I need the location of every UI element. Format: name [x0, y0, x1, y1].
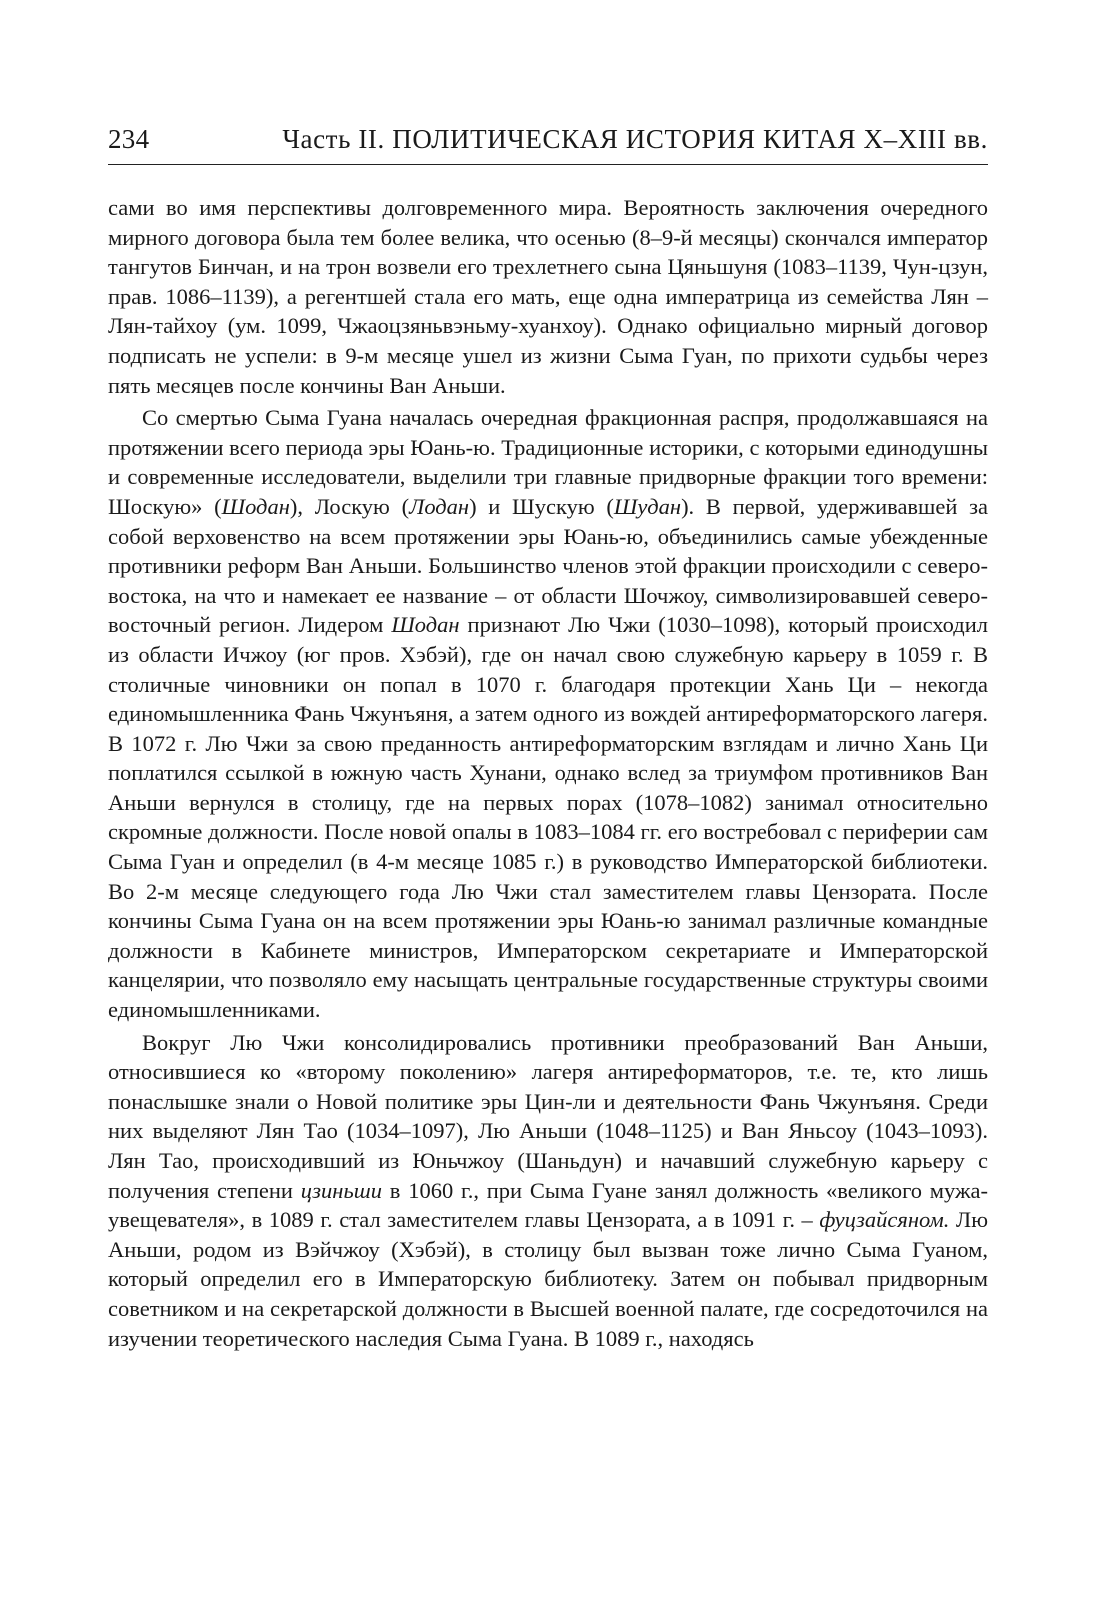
italic-term: Лодан — [409, 493, 470, 519]
paragraph — [108, 1028, 988, 1354]
text-run: Вокруг Лю Чжи консолидировались противники преобразований Ван Аньши, относившиеся ко «второму поколению» лагеря антиреформаторов, т.е. те, кто лишь понаслышке знали о Новой политике эры Цин-ли и деятельности Фань Чжунъяня. Среди них выделяют Лян Тао (1034–1097), Лю Аньши (1048–1125) и Ван Яньсоу (1043–1093). Лян Тао, происходивший из Юньчжоу (Шаньдун) и начавший служебную карьеру с получения степени — [108, 1029, 988, 1203]
italic-term: Шодан — [221, 493, 290, 519]
paragraph-continued — [108, 193, 988, 400]
running-title: Часть II. ПОЛИТИЧЕСКАЯ ИСТОРИЯ КИТАЯ X–XIII вв. — [282, 124, 988, 154]
text-run: признают Лю Чжи (1030–1098), который происходил из области Ичжоу (юг пров. Хэбэй), где он начал свою служебную карьеру в 1059 г. В столичные чиновники он попал в 1070 г. благодаря протекции Хань Ци – некогда единомышленника Фань Чжунъяня, а затем одного из вождей антиреформаторского лагеря. В 1072 г. Лю Чжи за свою преданность антиреформаторским взглядам и лично Хань Ци поплатился ссылкой в южную часть Хунани, однако вслед за триумфом противников Ван Аньши вернулся в столицу, где на первых порах (1078–1082) занимал относительно скромные должности. После новой опалы в 1083–1084 гг. его востребовал с периферии сам Сыма Гуан и определил (в 4-м месяце 1085 г.) в руководство Императорской библиотеки. Во 2-м месяце следующего года Лю Чжи стал заместителем главы Цензората. После кончины Сыма Гуана он на всем протяжении эры Юань-ю занимал различные командные должности в Кабинете министров, Императорском секретариате и Императорской канцелярии, что позволяло ему насыщать центральные государственные структуры своими единомышленниками. — [108, 612, 988, 1023]
italic-term: Шодан — [391, 612, 460, 638]
text-run: ), Лоскую ( — [289, 493, 410, 519]
text-run: в 1060 г., при Сыма Гуане занял должность «великого мужа-увещевателя», в 1089 г. стал заместителем главы Цензората, а в 1091 г. – — [108, 1177, 989, 1233]
italic-term: Шудан — [613, 493, 682, 519]
book-page — [108, 122, 988, 1356]
text-run: сами во имя перспективы долговременного мира. Вероятность заключения очередного мирного договора была тем более велика, что осенью (8–9-й месяцы) скончался император тангутов Бинчан, и на трон возвели его трехлетнего сына Цяньшуня (1083–1139, Чун-цзун, прав. 1086–1139), а регентшей стала его мать, еще одна императрица из семейства Лян – Лян-тайхоу (ум. 1099, Чжаоцзяньвэньму-хуанхоу). Однако официально мирный договор подписать не успели: в 9-м месяце ушел из жизни Сыма Гуан, по прихоти судьбы через пять месяцев после кончины Ван Аньши. — [108, 195, 988, 398]
italic-term: цзиньши — [300, 1177, 382, 1203]
page-number: 234 — [108, 124, 150, 154]
text-run: Со смертью Сыма Гуана началась очередная фракционная распря, продолжавшаяся на протяжении всего периода эры Юань-ю. Традиционные историки, с которыми единодушны и современные исследователи, выделили три главные придворные фракции того времени: Шоскую» ( — [108, 405, 988, 519]
body-text — [108, 193, 988, 1353]
text-run: Лю Аньши, родом из Вэйчжоу (Хэбэй), в столицу был вызван тоже лично Сыма Гуаном, который определил его в Императорскую библиотеку. Затем он побывал придворным советником и на секретарской должности в Высшей военной палате, где сосредоточился на изучении теоретического наследия Сыма Гуана. В 1089 г., находясь — [108, 1207, 988, 1351]
text-run: ). В первой, удерживавшей за собой верховенство на всем протяжении эры Юань-ю, объединились самые убежденные противники реформ Ван Аньши. Большинство членов этой фракции происходили с северо-востока, на что и намекает ее название – от области Шочжоу, символизировавшей северо-восточный регион. Лидером — [108, 493, 988, 638]
paragraph — [108, 403, 988, 1024]
text-run: ) и Шускую ( — [469, 493, 614, 519]
italic-term: фуцзайсяном. — [819, 1207, 950, 1233]
running-head — [108, 122, 988, 165]
